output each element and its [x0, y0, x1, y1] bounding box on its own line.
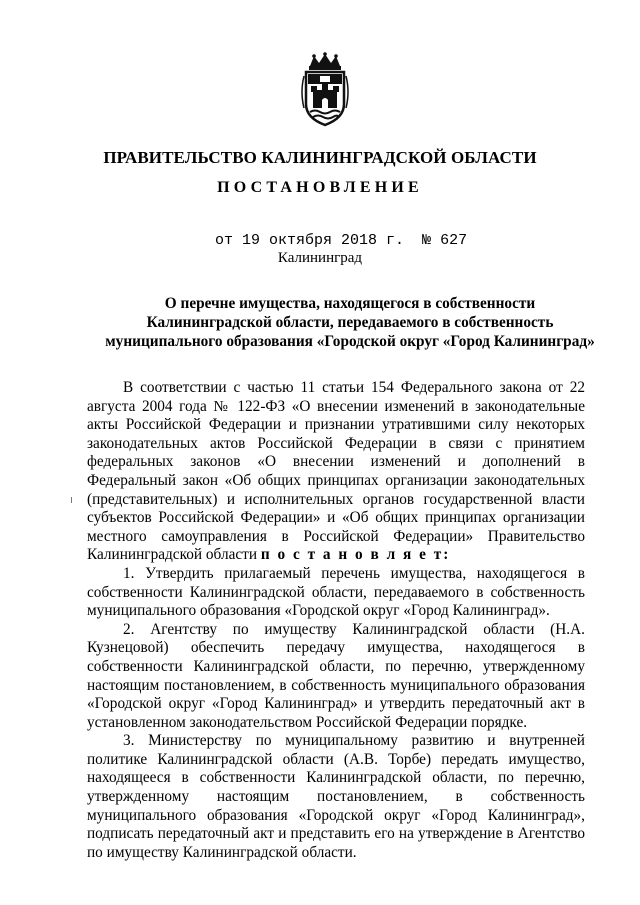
subject-line: О перечне имущества, находящегося в собственности — [164, 295, 536, 312]
preamble-paragraph — [87, 379, 585, 565]
decree-subject — [100, 294, 600, 351]
coat-of-arms-icon — [298, 52, 352, 128]
clause-1: 1. Утвердить прилагаемый перечень имущества, находящегося в собственности Калининградской области, передаваемого в собственность муниципального образования «Городской округ «Город Калининград». — [87, 564, 585, 620]
number-prefix: № — [422, 232, 432, 249]
clause-2: 2. Агентству по имуществу Калининградской области (Н.А. Кузнецовой) обеспечить передачу имущества, находящегося в собственности Калининградской области, по перечню, утвержденному настоящим постановлением, в собственность муниципального образования «Городской округ «Город Калининград» и утвердить передаточный акт в установленном законодательством Российской Федерации порядке. — [87, 620, 585, 731]
clause-3: 3. Министерству по муниципальному развитию и внутренней политике Калининградской области (А.В. Торбе) передать имущество, находящееся в собственности Калининградской области, по перечню, утвержденному настоящим постановлением, в собственность муниципального образования «Городской округ «Город Калининград», подписать передаточный акт и представить его на утверждение в Агентство по имуществу Калининградской области. — [87, 732, 585, 861]
margin-mark — [71, 497, 72, 503]
decree-date: 19 октября 2018 г. — [242, 232, 405, 249]
preamble-text: В соответствии с частью 11 статьи 154 Федерального закона от 22 августа 2004 года № 122-ФЗ «О внесении изменений в законодательные акты Российской Федерации и признании утратившими силу некоторых законодательных актов Российской Федерации в связи с принятием федеральных законов «О внесении изменений и дополнений в Федеральный закон «Об общих принципах организации законодательных (представительных) и исполнительных органов государственной власти субъектов Российской Федерации» и «Об общих принципах организации местного самоуправления в Российской Федерации» Правительство Калининградской области — [87, 379, 585, 564]
subject-line: Калининградской области, передаваемого в собственность — [146, 314, 554, 331]
date-prefix: от — [215, 232, 234, 249]
subject-line: муниципального образования «Городской округ «Город Калининград» — [105, 333, 595, 350]
government-name: ПРАВИТЕЛЬСТВО КАЛИНИНГРАДСКОЙ ОБЛАСТИ — [103, 148, 537, 167]
document-type: ПОСТАНОВЛЕНИЕ — [217, 179, 423, 196]
decree-body — [87, 379, 585, 862]
decree-number: 627 — [440, 232, 468, 249]
decree-date-line — [215, 232, 467, 249]
resolves-keyword: п о с т а н о в л я е т: — [260, 546, 451, 564]
city-name: Калининград — [277, 250, 363, 266]
